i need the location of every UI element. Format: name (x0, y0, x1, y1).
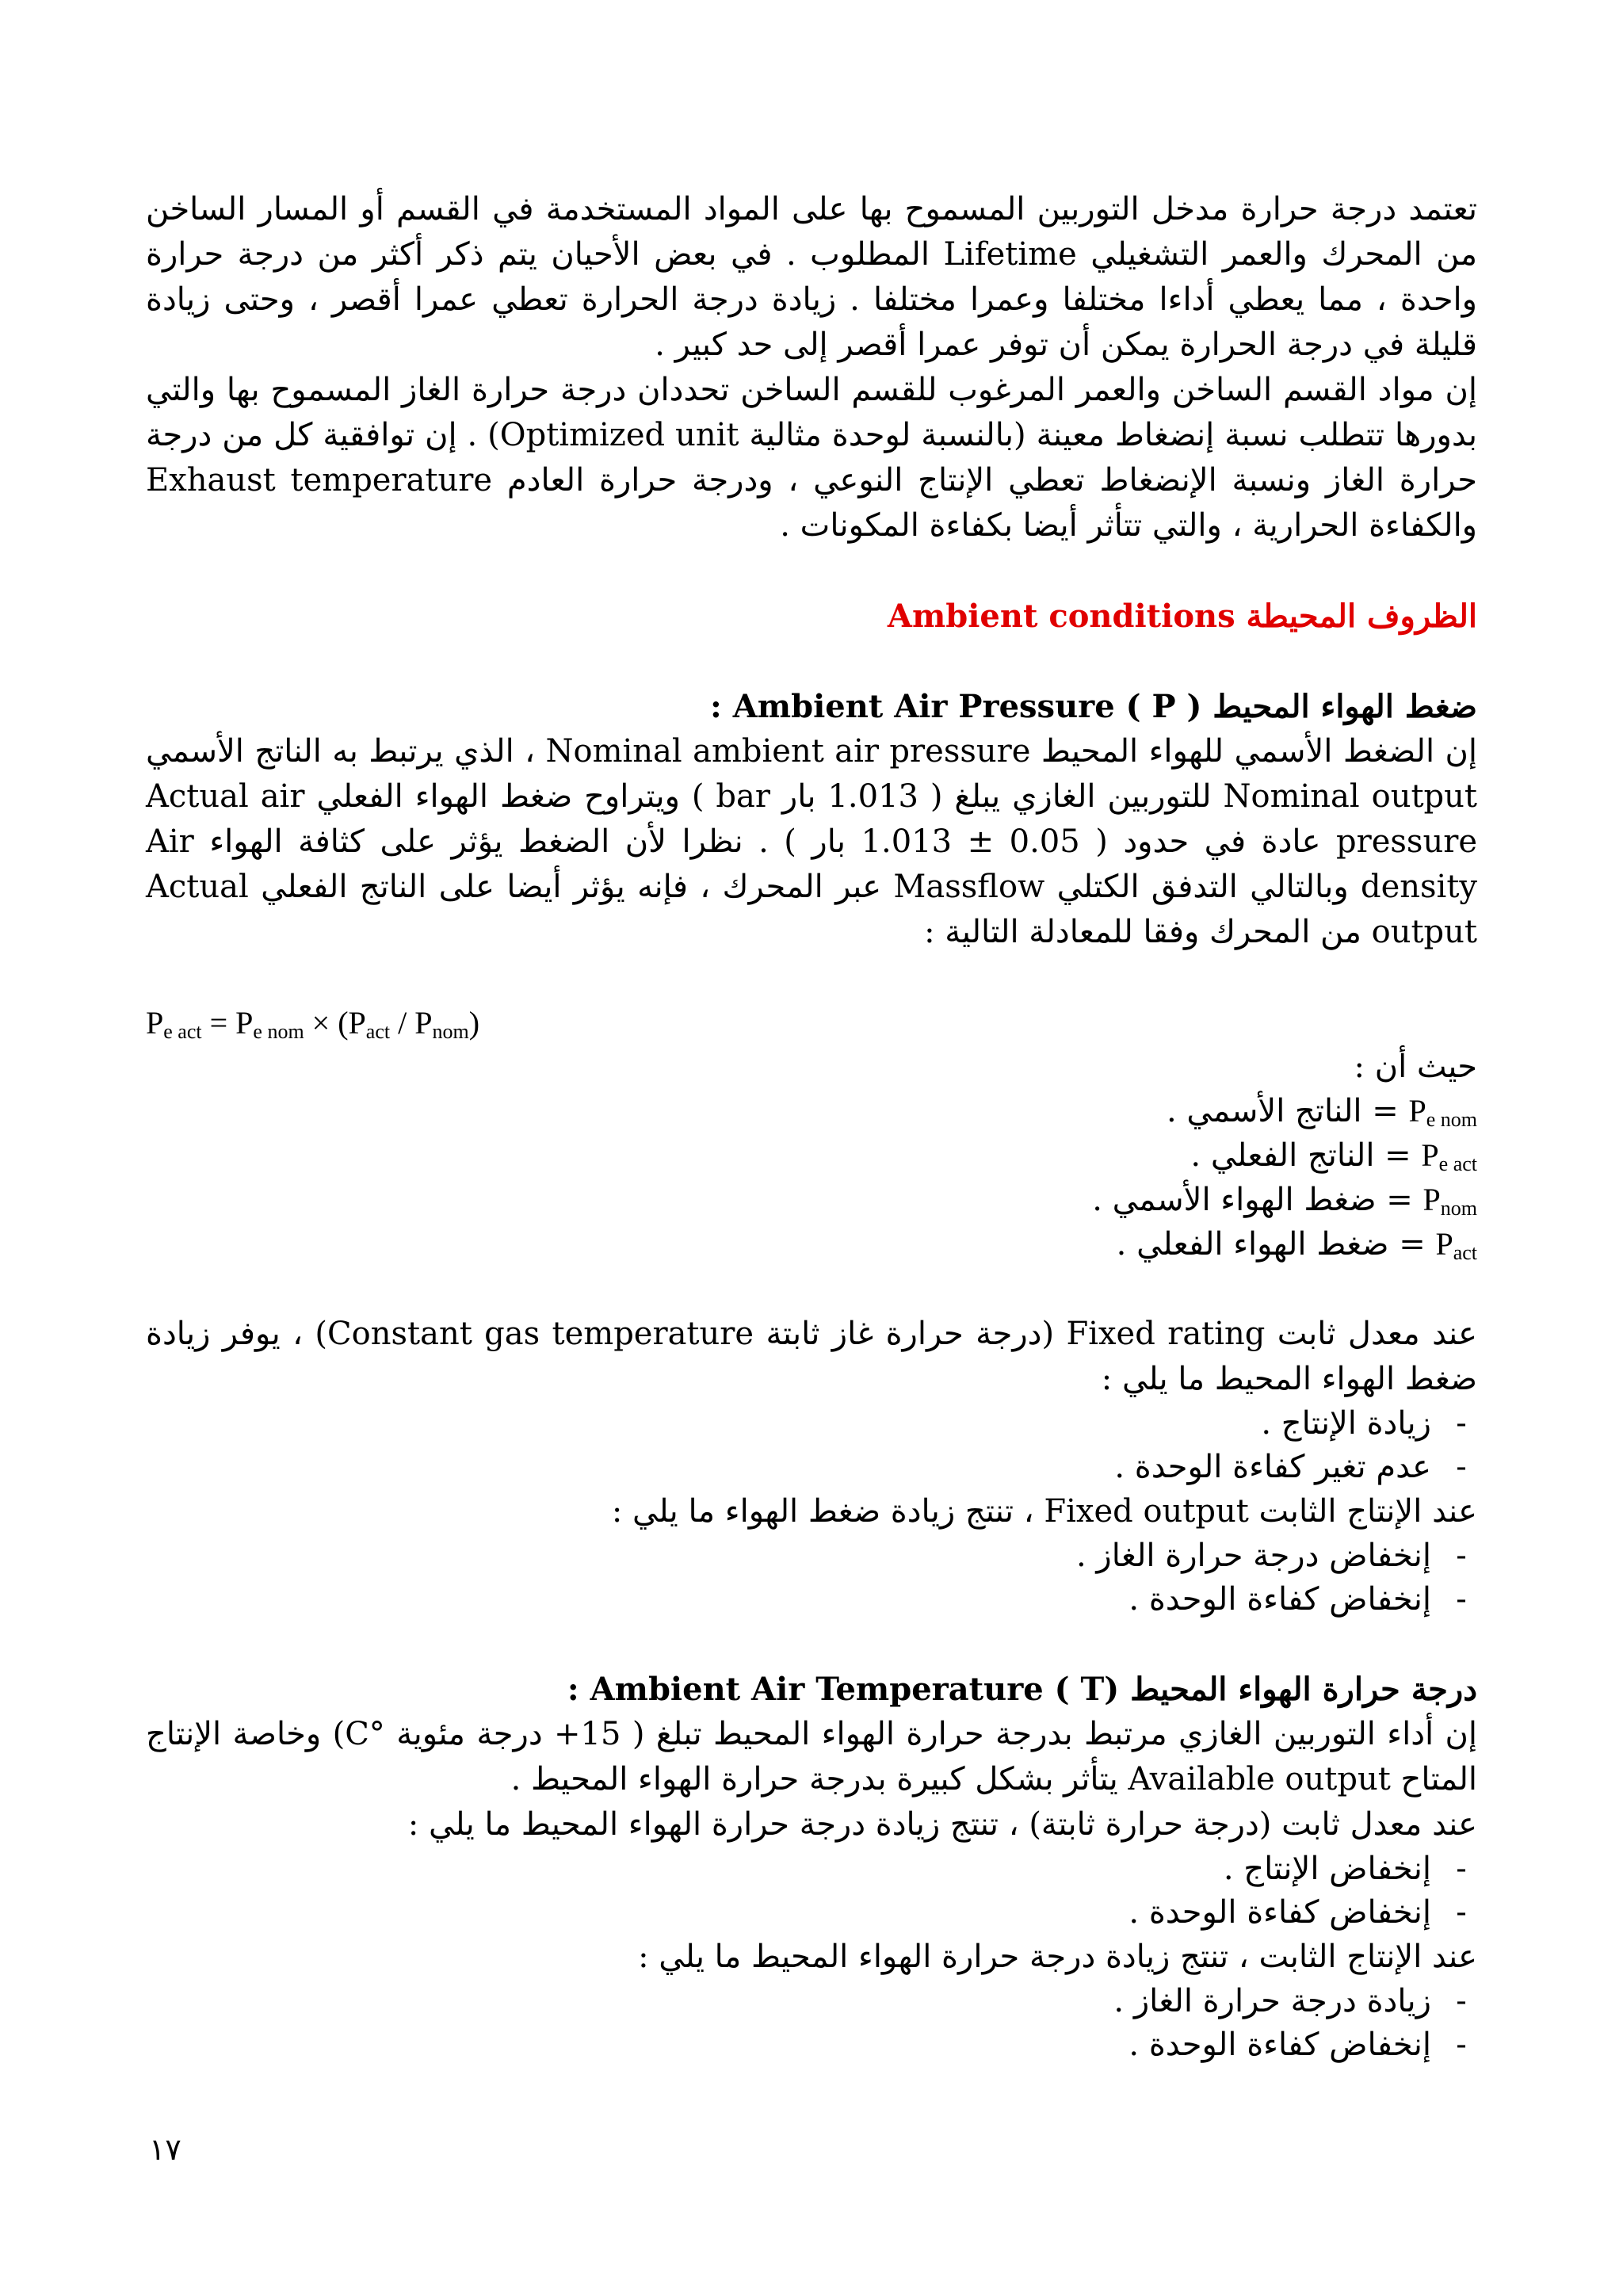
list-item: - إنخفاض كفاءة الوحدة . (1128, 1894, 1467, 1931)
list-item: - إنخفاض الإنتاج . (1223, 1851, 1467, 1887)
temperature-fixed-output-text: عند الإنتاج الثابت ، تنتج زيادة درجة حرارة الهواء المحيط ما يلي : (638, 1939, 1477, 1975)
pressure-fixed-rating-text: عند معدل ثابت Fixed rating (درجة حرارة غاز ثابتة Constant gas temperature) ، يوفر زيادة ضغط الهواء المحيط ما يلي : (146, 1316, 1477, 1397)
formula-num-sub: act (365, 1020, 391, 1043)
pressure-fixed-output-text: عند الإنتاج الثابت Fixed output ، تنتج زيادة ضغط الهواء ما يلي : (611, 1493, 1477, 1530)
temperature-fixed-rating-text: عند معدل ثابت (درجة حرارة ثابتة) ، تنتج زيادة درجة حرارة الهواء المحيط ما يلي : (407, 1806, 1477, 1843)
pressure-paragraph: إن الضغط الأسمي للهواء المحيط Nominal ambient air pressure ، الذي يرتبط به الناتج الأسمي Nominal output للتوربين الغازي يبلغ ( 1.013 بار bar ) ويتراوح ضغط الهواء الفعلي Actual air pressure عادة في حدود ( 0.05 ± 1.013 بار ) . نظرا لأن الضغط يؤثر على كثافة الهواء Air density وبالتالي التدفق الكتلي Massflow عبر المحرك ، فإنه يؤثر أيضا على الناتج الفعلي Actual output من المحرك وفقا للمعادلة التالية : (146, 733, 1478, 950)
formula-div: / P (390, 1005, 433, 1041)
temperature-paragraph: إن أداء التوربين الغازي مرتبط بدرجة حرارة الهواء المحيط تبلغ ( 15+ درجة مئوية °C) وخاصة الإنتاج المتاح Available output يتأثر بشكل كبيرة بدرجة حرارة الهواء المحيط . (146, 1716, 1478, 1797)
section-heading-ambient-conditions: الظروف المحيطة Ambient conditions (887, 598, 1477, 635)
document-page (146, 187, 1477, 2067)
list-item: - إنخفاض كفاءة الوحدة . (1128, 2027, 1467, 2063)
formula-lhs: P (146, 1005, 164, 1041)
pressure-formula (146, 1000, 1477, 1045)
list-item: - عدم تغير كفاءة الوحدة . (1114, 1449, 1467, 1485)
formula-eq: = P (201, 1005, 254, 1041)
formula-den-sub: nom (432, 1020, 469, 1043)
list-item: - زيادة الإنتاج . (1261, 1405, 1467, 1442)
intro-paragraph-1: تعتمد درجة حرارة مدخل التوربين المسموح بها على المواد المستخدمة في القسم أو المسار الساخن من المحرك والعمر التشغيلي Lifetime المطلوب . في بعض الأحيان يتم ذكر أكثر من درجة حرارة واحدة ، مما يعطي أداءا مختلفا وعمرا مختلفا . زيادة درجة الحرارة تعطي عمرا أقصر ، وحتى زيادة قليلة في درجة الحرارة يمكن أن توفر عمرا أقصر إلى حد كبير . (146, 191, 1478, 363)
list-item: - إنخفاض كفاءة الوحدة . (1128, 1581, 1467, 1618)
formula-mid: × (P (304, 1005, 366, 1041)
list-item: - زيادة درجة حرارة الغاز . (1113, 1983, 1467, 2019)
temperature-heading: درجة حرارة الهواء المحيط Ambient Air Temperature ( T) : (567, 1671, 1477, 1708)
definition-p-nom: $P_{nom}$ = ضغط الهواء الأسمي . (1092, 1182, 1477, 1220)
definition-p-e-act: $P_{e act}$ = الناتج الفعلي . (1190, 1137, 1477, 1175)
definition-p-act: $P_{act}$ = ضغط الهواء الفعلي . (1116, 1226, 1477, 1264)
definition-p-e-nom: $P_{e nom}$ = الناتج الأسمي . (1166, 1093, 1477, 1131)
page-number: ١٧ (149, 2132, 181, 2167)
formula-lhs-sub: e act (163, 1020, 202, 1043)
formula-rhs-sub: e nom (253, 1020, 304, 1043)
where-label: حيث أن : (1354, 1049, 1477, 1085)
formula-end: ) (468, 1005, 480, 1041)
intro-paragraph-2: إن مواد القسم الساخن والعمر المرغوب للقسم الساخن تحددان درجة حرارة الغاز المسموح بها والتي بدورها تتطلب نسبة إنضغاط معينة (بالنسبة لوحدة مثالية Optimized unit) . إن توافقية كل من درجة حرارة الغاز ونسبة الإنضغاط تعطي الإنتاج النوعي ، ودرجة حرارة العادم Exhaust temperature والكفاءة الحرارية ، والتي تتأثر أيضا بكفاءة المكونات . (146, 372, 1477, 544)
pressure-heading: ضغط الهواء المحيط Ambient Air Pressure ( P ) : (710, 688, 1477, 725)
list-item: - إنخفاض درجة حرارة الغاز . (1075, 1538, 1467, 1574)
